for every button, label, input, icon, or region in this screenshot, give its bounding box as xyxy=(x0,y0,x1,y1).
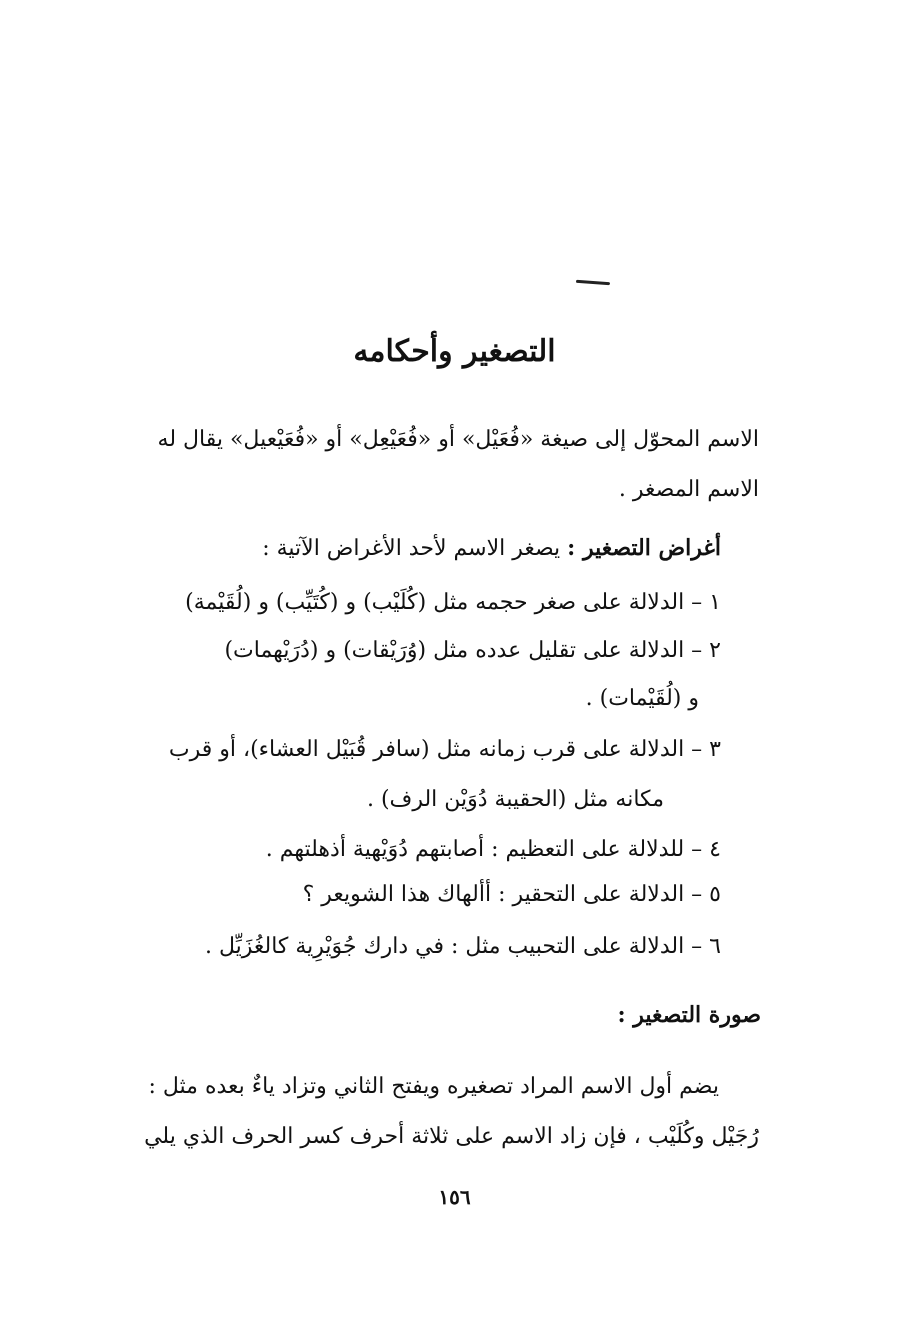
purpose-item-1: ١ – الدلالة على صغر حجمه مثل (كُلَيْب) و (كُتَيِّب) و (لُقَيْمة) xyxy=(185,590,721,615)
form-line-2: رُجَيْل وكُلَيْب ، فإن زاد الاسم على ثلاثة أحرف كسر الحرف الذي يلي xyxy=(144,1124,759,1149)
form-heading: صورة التصغير : xyxy=(617,1002,761,1028)
intro-line-1: الاسم المحوّل إلى صيغة «فُعَيْل» أو «فُعَيْعِل» أو «فُعَيْعيل» يقال له xyxy=(157,427,759,452)
purpose-item-2-line-2: و (لُقَيْمات) . xyxy=(585,686,699,711)
purposes-heading-rest: يصغر الاسم لأحد الأغراض الآتية : xyxy=(262,536,568,561)
purpose-item-4: ٤ – للدلالة على التعظيم : أصابتهم دُوَيْهية أذهلتهم . xyxy=(265,837,721,862)
page-title: التصغير وأحكامه xyxy=(353,334,556,370)
purpose-item-5: ٥ – الدلالة على التحقير : أألهاك هذا الشويعر ؟ xyxy=(302,882,721,907)
purpose-item-6: ٦ – الدلالة على التحبيب مثل : في دارك جُوَيْرِية كالغُزَيِّل . xyxy=(204,934,721,959)
intro-line-2: الاسم المصغر . xyxy=(618,477,759,502)
purpose-item-2-line-1: ٢ – الدلالة على تقليل عدده مثل (وُرَيْقات) و (دُرَيْهمات) xyxy=(224,638,721,663)
purpose-item-3-line-1: ٣ – الدلالة على قرب زمانه مثل (سافر قُبَيْل العشاء)، أو قرب xyxy=(168,737,721,762)
purposes-heading-line xyxy=(262,533,721,564)
purpose-item-3-line-2: مكانه مثل (الحقيبة دُوَيْن الرف) . xyxy=(366,787,664,812)
form-line-1: يضم أول الاسم المراد تصغيره ويفتح الثاني وتزاد ياءٌ بعده مثل : xyxy=(148,1074,719,1099)
purposes-heading: أغراض التصغير : xyxy=(567,535,721,561)
decorative-dash xyxy=(576,280,610,285)
page-number: ١٥٦ xyxy=(438,1185,471,1209)
